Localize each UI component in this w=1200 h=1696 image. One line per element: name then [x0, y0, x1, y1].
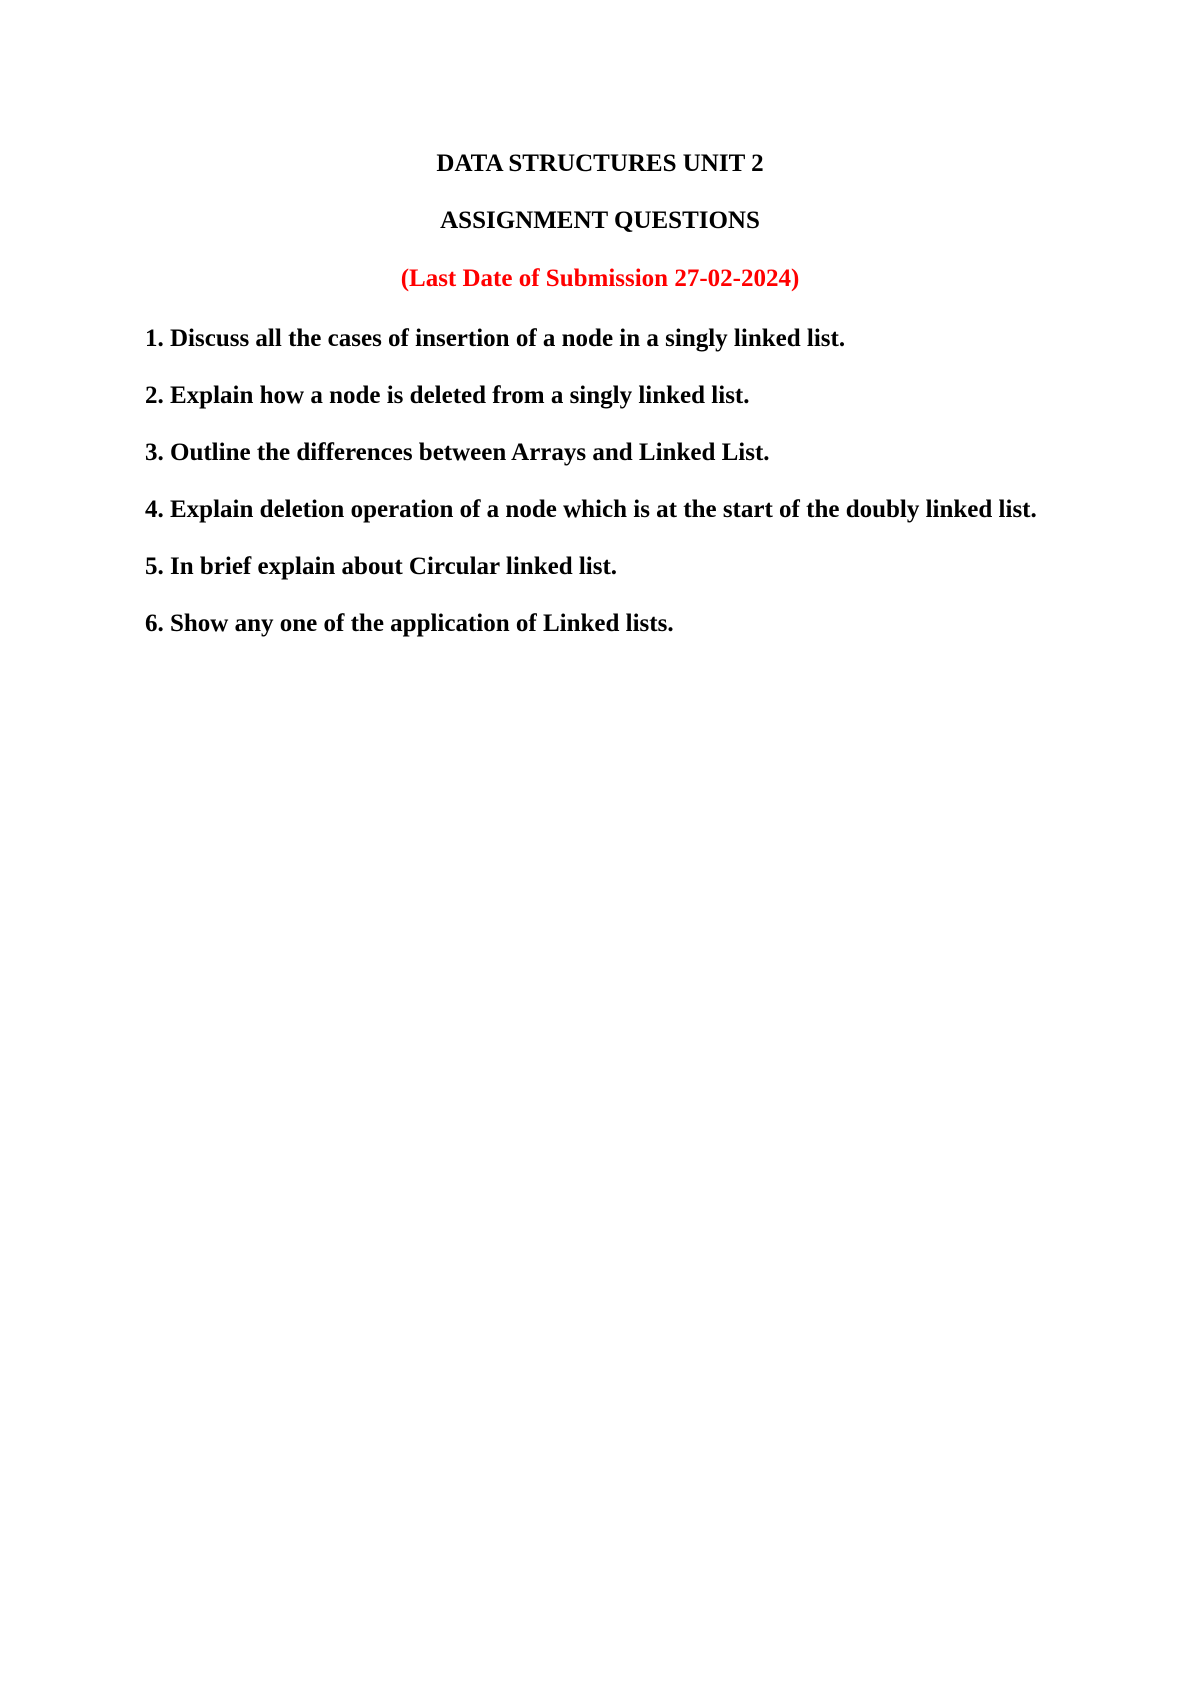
question-item: 5. In brief explain about Circular linked list.	[145, 553, 618, 580]
document-title: DATA STRUCTURES UNIT 2	[436, 150, 764, 177]
document-subtitle: ASSIGNMENT QUESTIONS	[440, 207, 760, 234]
question-item: 1. Discuss all the cases of insertion of a node in a singly linked list.	[145, 325, 846, 352]
question-item: 3. Outline the differences between Arrays and Linked List.	[145, 439, 770, 466]
question-item: 6. Show any one of the application of Linked lists.	[145, 610, 674, 637]
submission-deadline: (Last Date of Submission 27-02-2024)	[400, 265, 800, 292]
question-list	[145, 320, 1057, 662]
question-item: 2. Explain how a node is deleted from a singly linked list.	[145, 382, 750, 409]
question-item: 4. Explain deletion operation of a node which is at the start of the doubly linked list.	[145, 496, 1037, 523]
